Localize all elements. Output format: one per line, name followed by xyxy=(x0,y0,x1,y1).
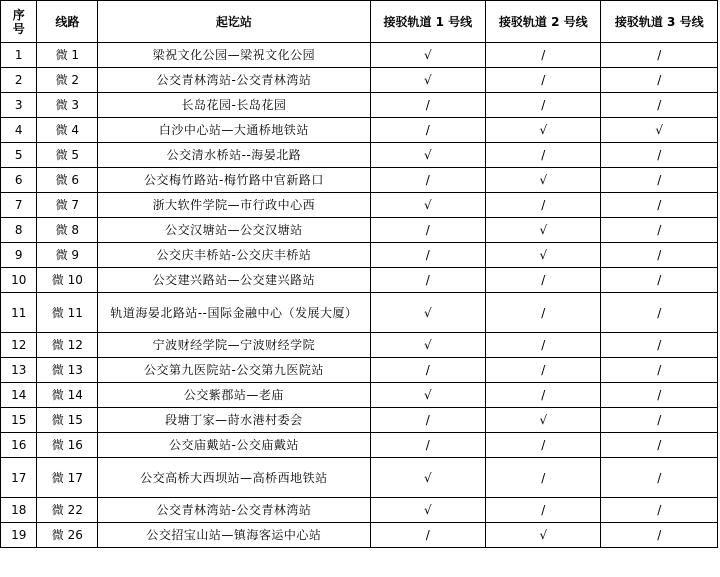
row-number: 9 xyxy=(1,243,37,268)
route-line: 微 9 xyxy=(37,243,98,268)
table-row xyxy=(1,268,718,293)
metro1-mark: √ xyxy=(370,68,485,93)
table-row xyxy=(1,43,718,68)
metro3-mark: / xyxy=(601,293,718,333)
route-line: 微 8 xyxy=(37,218,98,243)
metro2-mark: / xyxy=(486,268,601,293)
metro2-mark: / xyxy=(486,458,601,498)
route-line: 微 14 xyxy=(37,383,98,408)
header-metro1: 接驳轨道 1 号线 xyxy=(370,1,485,43)
route-endpoints: 公交汉塘站—公交汉塘站 xyxy=(98,218,370,243)
row-number: 12 xyxy=(1,333,37,358)
route-line: 微 11 xyxy=(37,293,98,333)
table-row xyxy=(1,193,718,218)
metro1-mark: / xyxy=(370,243,485,268)
route-line: 微 5 xyxy=(37,143,98,168)
metro1-mark: / xyxy=(370,168,485,193)
route-line: 微 12 xyxy=(37,333,98,358)
row-number: 5 xyxy=(1,143,37,168)
metro2-mark: / xyxy=(486,143,601,168)
metro2-mark: / xyxy=(486,433,601,458)
row-number: 1 xyxy=(1,43,37,68)
row-number: 17 xyxy=(1,458,37,498)
metro1-mark: / xyxy=(370,218,485,243)
table-row xyxy=(1,498,718,523)
metro2-mark: √ xyxy=(486,408,601,433)
metro2-mark: √ xyxy=(486,118,601,143)
route-line: 微 17 xyxy=(37,458,98,498)
header-metro3: 接驳轨道 3 号线 xyxy=(601,1,718,43)
metro3-mark: / xyxy=(601,333,718,358)
table-row xyxy=(1,333,718,358)
metro1-mark: / xyxy=(370,523,485,548)
route-line: 微 6 xyxy=(37,168,98,193)
route-line: 微 15 xyxy=(37,408,98,433)
table-row xyxy=(1,293,718,333)
route-endpoints: 梁祝文化公园—梁祝文化公园 xyxy=(98,43,370,68)
metro3-mark: / xyxy=(601,458,718,498)
metro1-mark: √ xyxy=(370,193,485,218)
header-route: 起讫站 xyxy=(98,1,370,43)
metro3-mark: / xyxy=(601,408,718,433)
header-row xyxy=(1,1,718,43)
table-row xyxy=(1,383,718,408)
route-endpoints: 公交招宝山站—镇海客运中心站 xyxy=(98,523,370,548)
route-line: 微 4 xyxy=(37,118,98,143)
table-row xyxy=(1,68,718,93)
metro1-mark: √ xyxy=(370,333,485,358)
metro3-mark: √ xyxy=(601,118,718,143)
route-line: 微 7 xyxy=(37,193,98,218)
metro1-mark: √ xyxy=(370,143,485,168)
metro2-mark: / xyxy=(486,358,601,383)
metro1-mark: / xyxy=(370,433,485,458)
metro3-mark: / xyxy=(601,43,718,68)
metro3-mark: / xyxy=(601,143,718,168)
metro2-mark: √ xyxy=(486,218,601,243)
metro1-mark: / xyxy=(370,118,485,143)
route-endpoints: 公交庆丰桥站-公交庆丰桥站 xyxy=(98,243,370,268)
row-number: 7 xyxy=(1,193,37,218)
metro3-mark: / xyxy=(601,523,718,548)
table-row xyxy=(1,218,718,243)
route-line: 微 22 xyxy=(37,498,98,523)
metro1-mark: √ xyxy=(370,43,485,68)
table-row xyxy=(1,93,718,118)
row-number: 13 xyxy=(1,358,37,383)
route-endpoints: 长岛花园-长岛花园 xyxy=(98,93,370,118)
metro3-mark: / xyxy=(601,433,718,458)
route-endpoints: 宁波财经学院—宁波财经学院 xyxy=(98,333,370,358)
metro3-mark: / xyxy=(601,243,718,268)
metro3-mark: / xyxy=(601,268,718,293)
route-endpoints: 段塘丁家—莳水港村委会 xyxy=(98,408,370,433)
row-number: 19 xyxy=(1,523,37,548)
route-endpoints: 白沙中心站—大通桥地铁站 xyxy=(98,118,370,143)
header-metro2: 接驳轨道 2 号线 xyxy=(486,1,601,43)
metro3-mark: / xyxy=(601,218,718,243)
route-endpoints: 轨道海晏北路站--国际金融中心（发展大厦） xyxy=(98,293,370,333)
metro2-mark: / xyxy=(486,293,601,333)
route-line: 微 26 xyxy=(37,523,98,548)
route-endpoints: 公交庙戴站-公交庙戴站 xyxy=(98,433,370,458)
table-row xyxy=(1,523,718,548)
metro3-mark: / xyxy=(601,383,718,408)
metro1-mark: √ xyxy=(370,293,485,333)
metro1-mark: / xyxy=(370,268,485,293)
table-row xyxy=(1,118,718,143)
row-number: 15 xyxy=(1,408,37,433)
row-number: 14 xyxy=(1,383,37,408)
route-endpoints: 公交青林湾站-公交青林湾站 xyxy=(98,498,370,523)
route-endpoints: 公交建兴路站—公交建兴路站 xyxy=(98,268,370,293)
metro3-mark: / xyxy=(601,498,718,523)
metro1-mark: / xyxy=(370,358,485,383)
route-endpoints: 公交青林湾站-公交青林湾站 xyxy=(98,68,370,93)
header-no: 序 号 xyxy=(1,1,37,43)
metro3-mark: / xyxy=(601,193,718,218)
metro1-mark: √ xyxy=(370,458,485,498)
table-row xyxy=(1,433,718,458)
row-number: 4 xyxy=(1,118,37,143)
metro2-mark: / xyxy=(486,498,601,523)
table-row xyxy=(1,408,718,433)
metro3-mark: / xyxy=(601,93,718,118)
route-line: 微 16 xyxy=(37,433,98,458)
row-number: 16 xyxy=(1,433,37,458)
route-endpoints: 浙大软件学院—市行政中心西 xyxy=(98,193,370,218)
metro2-mark: / xyxy=(486,43,601,68)
route-endpoints: 公交紫郡站—老庙 xyxy=(98,383,370,408)
metro2-mark: / xyxy=(486,93,601,118)
row-number: 11 xyxy=(1,293,37,333)
metro2-mark: √ xyxy=(486,168,601,193)
route-endpoints: 公交高桥大西坝站—高桥西地铁站 xyxy=(98,458,370,498)
route-line: 微 1 xyxy=(37,43,98,68)
metro3-mark: / xyxy=(601,168,718,193)
table-row xyxy=(1,243,718,268)
metro1-mark: √ xyxy=(370,383,485,408)
metro1-mark: / xyxy=(370,408,485,433)
header-line: 线路 xyxy=(37,1,98,43)
row-number: 2 xyxy=(1,68,37,93)
route-line: 微 10 xyxy=(37,268,98,293)
row-number: 6 xyxy=(1,168,37,193)
metro2-mark: √ xyxy=(486,523,601,548)
row-number: 18 xyxy=(1,498,37,523)
metro1-mark: / xyxy=(370,93,485,118)
table-row xyxy=(1,143,718,168)
metro2-mark: / xyxy=(486,333,601,358)
table-row xyxy=(1,458,718,498)
metro2-mark: / xyxy=(486,193,601,218)
metro2-mark: / xyxy=(486,68,601,93)
row-number: 10 xyxy=(1,268,37,293)
row-number: 3 xyxy=(1,93,37,118)
route-endpoints: 公交梅竹路站-梅竹路中官新路口 xyxy=(98,168,370,193)
metro2-mark: √ xyxy=(486,243,601,268)
table-row xyxy=(1,358,718,383)
table-row xyxy=(1,168,718,193)
metro1-mark: √ xyxy=(370,498,485,523)
route-line: 微 13 xyxy=(37,358,98,383)
metro3-mark: / xyxy=(601,358,718,383)
route-line: 微 3 xyxy=(37,93,98,118)
metro2-mark: / xyxy=(486,383,601,408)
row-number: 8 xyxy=(1,218,37,243)
route-endpoints: 公交清水桥站--海晏北路 xyxy=(98,143,370,168)
route-line: 微 2 xyxy=(37,68,98,93)
route-endpoints: 公交第九医院站-公交第九医院站 xyxy=(98,358,370,383)
metro3-mark: / xyxy=(601,68,718,93)
